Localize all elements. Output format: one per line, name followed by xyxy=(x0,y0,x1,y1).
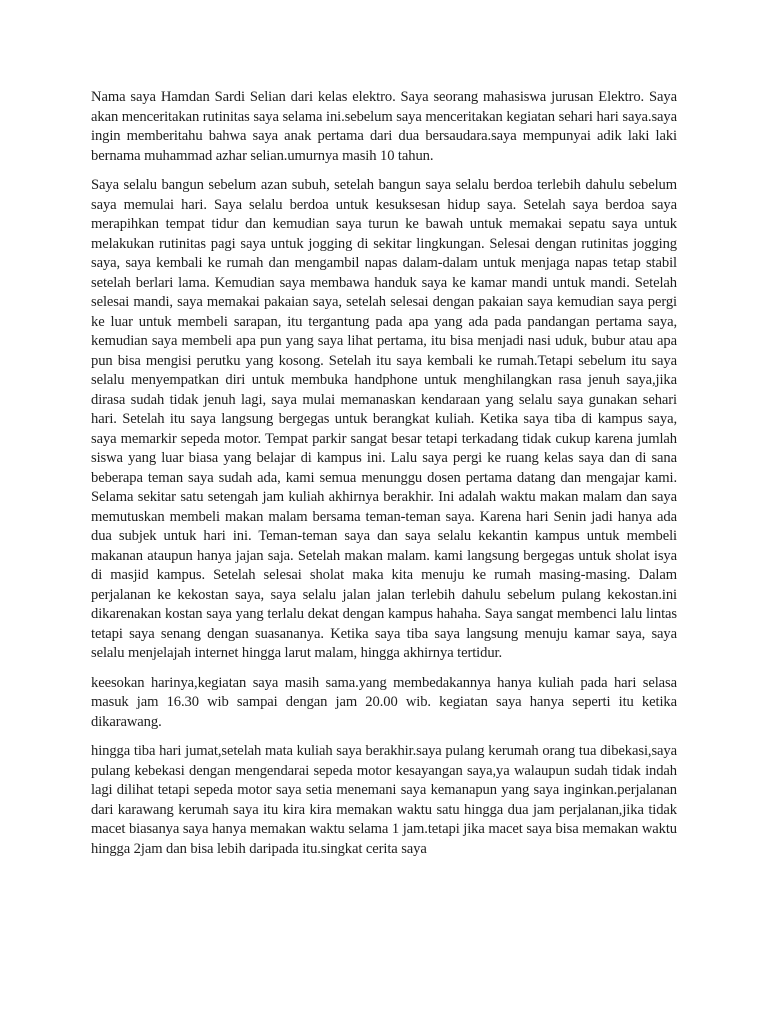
document-body xyxy=(91,88,677,869)
paragraph-friday: hingga tiba hari jumat,setelah mata kuliah saya berakhir.saya pulang kerumah orang tua dibekasi,saya pulang kebekasi dengan mengendarai sepeda motor kesayangan saya,ya walaupun sudah tidak indah lagi dilihat tetapi sepeda motor saya setia menemani saya kemanapun yang saya inginkan.perjalanan dari karawang kerumah saya itu kira kira memakan waktu satu hingga dua jam perjalanan,jika tidak macet biasanya saya hanya memakan waktu selama 1 jam.tetapi jika macet saya bisa memakan waktu hingga 2jam dan bisa lebih daripada itu.singkat cerita saya xyxy=(91,743,677,857)
paragraph-daily-routine: Saya selalu bangun sebelum azan subuh, setelah bangun saya selalu berdoa terlebih dahulu sebelum saya memulai hari. Saya selalu berdoa untuk kesuksesan hidup saya. Setelah saya berdoa saya merapihkan tempat tidur dan kemudian saya turun ke bawah untuk memakai sepatu saya untuk melakukan rutinitas pagi saya untuk jogging di sekitar lingkungan. Selesai dengan rutinitas jogging saya, saya kembali ke rumah dan mengambil napas dalam-dalam untuk menjaga napas tetap stabil setelah berlari lama. Kemudian saya membawa handuk saya ke kamar mandi untuk mandi. Setelah selesai mandi, saya memakai pakaian saya, setelah selesai dengan pakaian saya kemudian saya pergi ke luar untuk membeli sarapan, itu tergantung pada apa yang ada pada pandangan pertama saya, kemudian saya membeli apa pun yang saya lihat pertama, itu bisa menjadi nasi uduk, bubur atau apa pun bisa mengisi perutku yang kosong. Setelah itu saya kembali ke rumah.Tetapi sebelum itu saya selalu menyempatkan diri untuk membuka handphone untuk menghilangkan rasa jenuh saya,jika dirasa sudah tidak jenuh lagi, saya mulai memanaskan kendaraan yang selalu saya gunakan sehari hari. Setelah itu saya langsung bergegas untuk berangkat kuliah. Ketika saya tiba di kampus saya, saya memarkir sepeda motor. Tempat parkir sangat besar tetapi terkadang tidak cukup karena jumlah siswa yang luar biasa yang belajar di kampus ini. Lalu saya pergi ke ruang kelas saya dan di sana beberapa teman saya sudah ada, kami semua menunggu dosen pertama datang dan mengajar kami. Selama sekitar satu setengah jam kuliah akhirnya berakhir. Ini adalah waktu makan malam dan saya memutuskan membeli makan malam bersama teman-teman saya. Karena hari Senin jadi hanya ada dua subjek untuk hari ini. Teman-teman saya dan saya selalu kekantin kampus untuk membeli makanan ataupun hanya jajan saja. Setelah makan malam. kami langsung bergegas untuk sholat isya di masjid kampus. Setelah selesai sholat maka kita menuju ke rumah masing-masing. Dalam perjalanan ke kekostan saya, saya selalu jalan jalan terlebih dahulu sebelum pulang kekostan.ini dikarenakan kostan saya yang terlalu dekat dengan kampus hahaha. Saya sangat membenci lalu lintas tetapi saya senang dengan suasananya. Ketika saya tiba saya langsung menuju kamar saya, saya selalu menjelajah internet hingga larut malam, hingga akhirnya tertidur. xyxy=(91,177,677,661)
paragraph-intro: Nama saya Hamdan Sardi Selian dari kelas elektro. Saya seorang mahasiswa jurusan Elektro. Saya akan menceritakan rutinitas saya selama ini.sebelum saya menceritakan kegiatan sehari hari saya.saya ingin memberitahu bahwa saya anak pertama dari dua bersaudara.saya mempunyai adik laki laki bernama muhammad azhar selian.umurnya masih 10 tahun. xyxy=(91,89,677,164)
paragraph-next-day: keesokan harinya,kegiatan saya masih sama.yang membedakannya hanya kuliah pada hari selasa masuk jam 16.30 wib sampai dengan jam 20.00 wib. kegiatan saya hanya seperti itu ketika dikarawang. xyxy=(91,674,677,730)
